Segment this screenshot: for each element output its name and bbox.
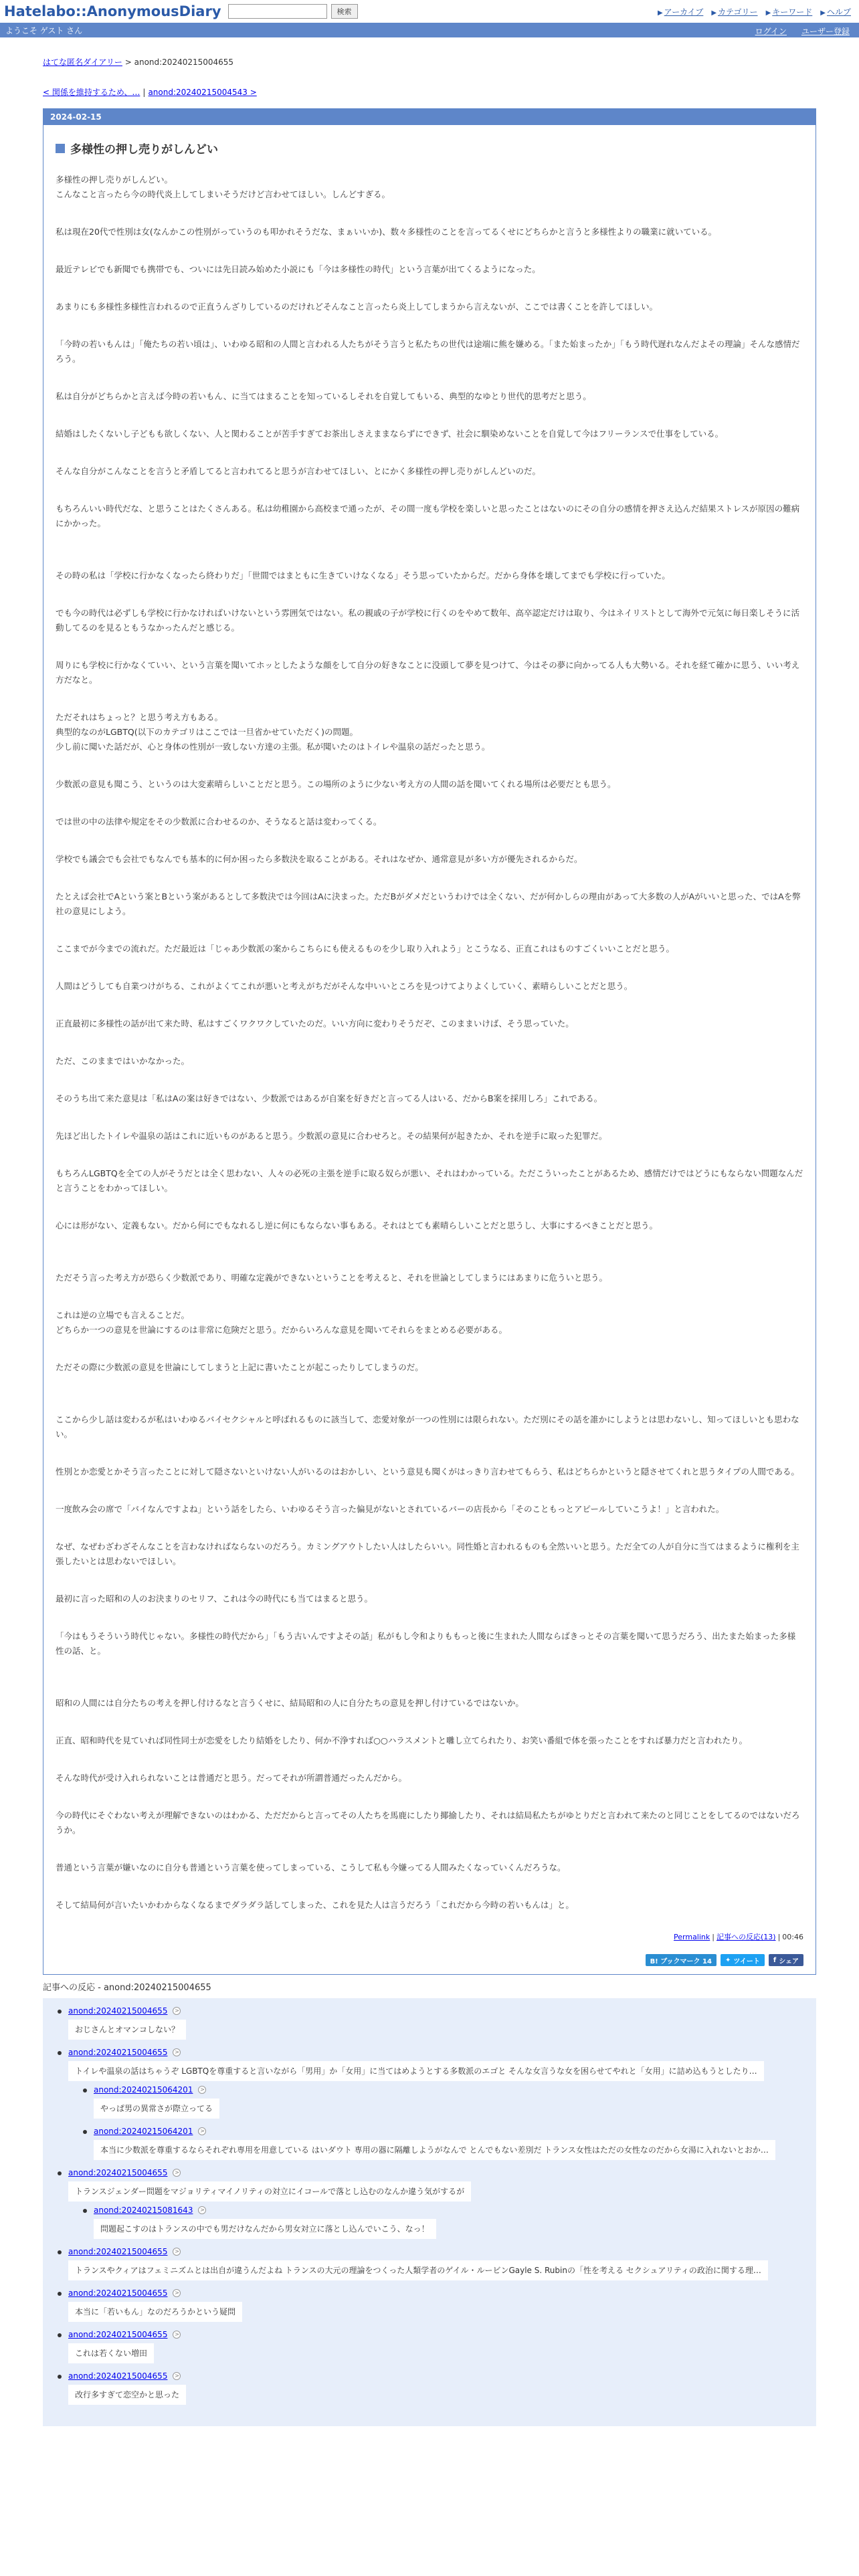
- paragraph-gap: [56, 1069, 803, 1091]
- paragraph-gap: [56, 1106, 803, 1129]
- paragraph-gap: [56, 1442, 803, 1465]
- paragraph-gap: [56, 1658, 803, 1696]
- reaction-text: 本当に「若いもん」なのだろうかという疑問: [68, 2302, 242, 2322]
- paragraph-gap: [56, 583, 803, 606]
- chevron-right-icon[interactable]: >: [173, 2372, 181, 2380]
- paragraph-gap: [56, 1838, 803, 1860]
- reaction-header: [68, 2168, 816, 2177]
- body-line: 私は自分がどちらかと言えば今時の若いもん、に当てはまることを知っているしそれを自覚してもいる、典型的なゆとり世代的思考だと思う。: [56, 391, 591, 401]
- breadcrumb-home-link[interactable]: はてな匿名ダイアリー: [43, 58, 122, 67]
- bullet-icon: [58, 2171, 62, 2175]
- facebook-icon: f: [773, 1956, 777, 1964]
- login-link[interactable]: ログイン: [755, 27, 787, 36]
- prev-next-nav: [43, 86, 816, 98]
- body-line: ただ、このままではいかなかった。: [56, 1056, 190, 1066]
- bullet-icon: [83, 2130, 87, 2134]
- body-line: 少し前に聞いた話だが、心と身体の性別が一致しない方達の主張。私が聞いたのはトイレや温泉の話だったと思う。: [56, 742, 490, 752]
- breadcrumb: [43, 56, 816, 68]
- body-line: 心には形がない、定義もない。だから何にでもなれるし逆に何にもならない事もある。それはとても素晴らしいことだと思うし、大事にするべきことだと思う。: [56, 1220, 658, 1230]
- arrow-right-icon: ▶: [765, 9, 771, 17]
- body-line: なぜ、なぜわざわざそんなことを言わなければならないのだろう。カミングアウトしたい人はしたらいい。同性婚と言われるものも全然いいと思う。ただ全ての人が自分に当てはまるように権利を主張したいとは思わないでほしい。: [56, 1541, 799, 1566]
- entry-title-row: [56, 140, 807, 156]
- body-line: 人間はどうしても自業つけがちる、これがよくてこれが悪いと考えがちだがそんな中いいところを見つけてよりよくしていく、素晴らしいことだと思う。: [56, 981, 633, 991]
- reaction-item: [68, 2247, 816, 2280]
- keyword-link[interactable]: キーワード: [772, 7, 813, 17]
- reaction-header: [68, 2247, 816, 2256]
- bullet-icon: [58, 2010, 62, 2014]
- chevron-right-icon[interactable]: >: [173, 2007, 181, 2015]
- day-date: 2024-02-15: [43, 109, 816, 125]
- body-line: こんなこと言ったら今の時代炎上してしまいそうだけど言わせてほしい。しんどすぎる。: [56, 189, 391, 199]
- paragraph-gap: [56, 404, 803, 427]
- bullet-icon: [58, 2292, 62, 2296]
- main-content: [0, 56, 859, 2426]
- reaction-header: [68, 2371, 816, 2381]
- body-line: 最初に言った昭和の人のお決まりのセリフ、これは今の時代にも当てはまると思う。: [56, 1594, 373, 1604]
- body-line: 多様性の押し売りがしんどい。: [56, 175, 173, 185]
- paragraph-gap: [56, 687, 803, 710]
- bullet-icon: [58, 2250, 62, 2254]
- reaction-text: トランスジェンダー問題をマジョリティマイノリティの対立にイコールで落とし込むのなんか違う気がするが: [68, 2181, 471, 2202]
- reaction-sublist: [68, 2206, 816, 2239]
- welcome-text: ようこそ ゲスト さん: [5, 25, 83, 35]
- paragraph-gap: [56, 1517, 803, 1539]
- share-label: シェア: [779, 1957, 799, 1965]
- body-line: ただそう言った考え方が恐らく少数派であり、明確な定義ができないということを考えると、それを世論としてしまうにはあまりに危ういと思う。: [56, 1273, 608, 1283]
- entry-body: [43, 163, 816, 1913]
- paragraph-gap: [56, 366, 803, 389]
- help-link[interactable]: ヘルプ: [826, 7, 851, 17]
- reaction-text: トランスやクィアはフェミニズムとは出自が違うんだよね トランスの大元の理論をつくった人類学者のゲイル・ルービンGayle S. Rubinの「性を考える セクシュアリティの政治に関する理…: [68, 2260, 768, 2280]
- paragraph-gap: [56, 1375, 803, 1412]
- body-line: ここから少し話は変わるが私はいわゆるバイセクシャルと呼ばれるものに該当して、恋愛対象が一つの性別には限られない。ただ別にその話を誰かにしようとは思わないし、知ってほしいとも思わない。: [56, 1414, 799, 1439]
- bullet-icon: [83, 2088, 87, 2092]
- reaction-id-link[interactable]: anond:20240215004655: [68, 2330, 168, 2339]
- paragraph-gap: [56, 1786, 803, 1808]
- paragraph-gap: [56, 829, 803, 852]
- body-line: 性別とか恋愛とかそう言ったことに対して隠さないといけない人がいるのはおかしい、という意見も聞くがはっきり言わせてもらう、私はどちらかというと隠させてくれと思うタイプの人間である。: [56, 1467, 799, 1477]
- paragraph-gap: [56, 994, 803, 1016]
- reaction-id-link[interactable]: anond:20240215004655: [68, 2006, 168, 2016]
- body-line: では世の中の法律や規定をその少数派に合わせるのか、そうなると話は変わってくる。: [56, 817, 382, 827]
- body-line: もちろんいい時代だな、と思うことはたくさんある。私は幼稚園から高校まで通ったが、その間一度も学校を楽しいと思ったことはないのにその自分の感情を押さえ込んだ結果ストレスが原因の難病にかかった。: [56, 504, 800, 528]
- reaction-item: [68, 2330, 816, 2363]
- paragraph-gap: [56, 1711, 803, 1733]
- reaction-item: [68, 2288, 816, 2322]
- title-square-icon: [56, 144, 65, 153]
- social-buttons: [43, 1954, 816, 1974]
- body-line: そんな自分がこんなことを言うと矛盾してると言われてると思うが言わせてほしい、とにかく多様性の押し売りがしんどいのだ。: [56, 466, 541, 476]
- body-line: 今の時代にそぐわない考えが理解できないのはわかる、ただだからと言ってその人たちを馬鹿にしたり揶揄したり、それは結局私たちがゆとりだと言われて来たのと同じことをしてるのではないだろうか。: [56, 1810, 800, 1835]
- paragraph-gap: [56, 1569, 803, 1592]
- paragraph-gap: [56, 441, 803, 464]
- body-line: 典型的なのがLGBTQ(以下のカテゴリはここでは一旦省かせていただく)の問題。: [56, 727, 358, 737]
- paragraph-gap: [56, 1337, 803, 1360]
- body-line: 「今はもうそういう時代じゃない。多様性の時代だから」「もう古いんですよその話」私がもし令和よりももっと後に生まれた人間ならばきっとその言葉を聞いて思うだろう、出たまた始まった多様性の話、と。: [56, 1631, 796, 1656]
- body-line: その時の私は「学校に行かなくなったら終わりだ」「世間ではまともに生きていけなくなる」そう思っていたからだ。だから身体を壊してまでも学校に行っていた。: [56, 570, 670, 580]
- site-logo[interactable]: Hatelabo::AnonymousDiary: [4, 3, 221, 19]
- body-line: 先ほど出したトイレや温泉の話はこれに近いものがあると思う。少数派の意見に合わせろと。その結果何が起きたか、それを逆手に取った犯罪だ。: [56, 1131, 607, 1141]
- chevron-right-icon[interactable]: >: [173, 2248, 181, 2256]
- reaction-header: [94, 2085, 816, 2095]
- paragraph-gap: [56, 754, 803, 777]
- reaction-id-link[interactable]: anond:20240215081643: [94, 2206, 193, 2215]
- top-nav: [658, 6, 851, 17]
- reaction-sublist: [68, 2085, 816, 2160]
- paragraph-gap: [56, 792, 803, 815]
- body-line: 正直、昭和時代を見ていれば同性同士が恋愛をしたり結婚をしたり、何か不浄すれば○○ハラスメントと囃し立てられたり、お笑い番組で体を張ったことをすれば暴力だと言われたり。: [56, 1735, 747, 1745]
- reaction-text: おじさんとオマンコしない？: [68, 2020, 186, 2040]
- entry-title: 多様性の押し売りがしんどい: [70, 143, 218, 156]
- reaction-text: 本当に少数派を尊重するならそれぞれ専用を用意している はいダウト 専用の器に隔離しようがなんで とんでもない差別だ トランス女性はただの女性なのだから女湯に入れないとおか…: [94, 2140, 775, 2160]
- body-line: そのうち出て来た意見は「私はAの案は好きではない、少数派ではあるが自案を好きだと言ってる人はいる、だからB案を採用しろ」これである。: [56, 1093, 603, 1103]
- body-line: そんな時代が受け入れられないことは普通だと思う。だってそれが所謂普通だったんだから。: [56, 1773, 407, 1783]
- breadcrumb-separator: >: [122, 58, 134, 67]
- bird-icon: ✦: [725, 1956, 731, 1964]
- body-line: でも今の時代は必ずしも学校に行かなければいけないという雰囲気ではない。私の親戚の子が学校に行くのをやめて数年、高卒認定だけは取り、今はネイリストとして海外で元気に毎日楽しそうに活動してるのを見るともうなかったんだと感じる。: [56, 608, 800, 633]
- paragraph-gap: [56, 479, 803, 502]
- reaction-item: [68, 2168, 816, 2239]
- body-line: 普通という言葉が嫌いなのに自分も普通という言葉を使ってしまっている、こうして私も今嫌ってる人間みたくなっていくんだろうな。: [56, 1862, 566, 1872]
- reaction-item: [68, 2006, 816, 2040]
- reactions-title: 記事への反応 - anond:20240215004655: [43, 1983, 211, 1993]
- body-line: 最近テレビでも新聞でも携帯でも、ついには先日読み始めた小説にも「今は多様性の時代」という言葉が出てくるようになった。: [56, 264, 541, 274]
- search-button[interactable]: 検索: [331, 4, 358, 19]
- body-line: もちろんLGBTQを全ての人がそうだとは全く思わない、人々の必死の主張を逆手に取る奴らが悪い、それはわかっている。ただこういったことがあるため、感情だけではどうにもならない問題なんだと言うことをわかってほしい。: [56, 1168, 803, 1193]
- reaction-item: [94, 2127, 816, 2160]
- prev-entry-link[interactable]: < 関係を維持するため、…: [43, 88, 140, 97]
- reaction-header: [68, 2048, 816, 2057]
- body-line: 昭和の人間には自分たちの考えを押し付けるなと言うくせに、結局昭和の人に自分たちの意見を押し付けているではないか。: [56, 1698, 524, 1708]
- reaction-header: [68, 2006, 816, 2016]
- arrow-right-icon: ▶: [657, 9, 663, 17]
- body-line: これは逆の立場でも言えることだ。: [56, 1310, 190, 1320]
- body-line: 私は現在20代で性別は女(なんかこの性別がっていうのも叩かれそうだな、まぁいいか)、数々多様性のことを言ってるくせにどちらかと言うと多様性よりの職業に就いている。: [56, 227, 717, 237]
- bullet-icon: [58, 2333, 62, 2337]
- next-entry-link[interactable]: anond:20240215004543 >: [148, 88, 257, 97]
- body-line: 一度飲み会の席で「バイなんですよね」という話をしたら、いわゆるそう言った偏見がないとされているバーの店長から「そのこともっとアピールしていこうよ！」と言われた。: [56, 1504, 725, 1514]
- reaction-id-link[interactable]: anond:20240215004655: [68, 2371, 168, 2381]
- reaction-text: トイレや温泉の話はちゃうぞ LGBTQを尊重すると言いながら「男用」か「女用」に当てはめようとする多数派のエゴと そんな女言うな女を困らせてやれと「女用」に詰め込もうとしたり…: [68, 2061, 764, 2081]
- reaction-item: [68, 2371, 816, 2405]
- reaction-header: [94, 2206, 816, 2215]
- paragraph-gap: [56, 1285, 803, 1308]
- paragraph-gap: [56, 1031, 803, 1054]
- paragraph-gap: [56, 314, 803, 337]
- reaction-item: [94, 2206, 816, 2239]
- paragraph-gap: [56, 202, 803, 225]
- paragraph-gap: [56, 531, 803, 568]
- reaction-id-link[interactable]: anond:20240215004655: [68, 2247, 168, 2256]
- body-line: 「今時の若いもんは」「俺たちの若い頃は」、いわゆる昭和の人間と言われる人たちがそう言うと私たちの世代は途端に熊を嫌める。「また始まったか」「もう時代遅れなんだよその理論」そんな感情だろう。: [56, 339, 800, 364]
- chevron-right-icon[interactable]: >: [173, 2169, 181, 2177]
- tweet-button[interactable]: [721, 1954, 765, 1966]
- reactions-panel: [43, 1998, 816, 2426]
- reaction-text: 問題起こすのはトランスの中でも男だけなんだから男女対立に落とし込んでいこう、なっ！: [94, 2219, 436, 2239]
- entry-footer: Permalink | 記事への反応(13) | 00:46: [674, 1933, 803, 1941]
- chevron-right-icon[interactable]: >: [198, 2086, 206, 2094]
- reaction-header: [68, 2330, 816, 2339]
- paragraph-gap: [56, 239, 803, 262]
- arrow-right-icon: ▶: [711, 9, 717, 17]
- paragraph-gap: [56, 867, 803, 889]
- paragraph-gap: [56, 277, 803, 300]
- archive-link[interactable]: アーカイブ: [664, 7, 704, 17]
- chevron-right-icon[interactable]: >: [173, 2289, 181, 2297]
- reaction-text: やっぱ男の異常さが際立ってる: [94, 2099, 219, 2119]
- tweet-label: ツイート: [733, 1957, 760, 1965]
- reaction-header: [94, 2127, 816, 2136]
- day-section: [43, 108, 816, 1975]
- register-link[interactable]: ユーザー登録: [801, 27, 850, 36]
- body-line: 結婚はしたくないし子どもも欲しくない、人と関わることが苦手すぎてお茶出しさえままならずにできず、社会に馴染めないことを自覚して今はフリーランスで仕事をしている。: [56, 429, 724, 439]
- top-header: [0, 0, 859, 23]
- body-line: どちらか一つの意見を世論にするのは非常に危険だと思う。だからいろんな意見を聞いてそれらをまとめる必要がある。: [56, 1325, 508, 1335]
- reaction-id-link[interactable]: anond:20240215004655: [68, 2048, 168, 2057]
- search-input[interactable]: [228, 4, 327, 19]
- facebook-share-button[interactable]: [769, 1954, 803, 1966]
- body-line: あまりにも多様性多様性言われるので正直うんざりしているのだけれどそんなこと言ったら炎上してしまうから言えないが、ここでは書くことを許してほしい。: [56, 302, 658, 312]
- reactions-count-link[interactable]: 記事への反応(13): [716, 1933, 776, 1941]
- bullet-icon: [58, 2051, 62, 2055]
- body-line: 少数派の意見も聞こう、というのは大変素晴らしいことだと思う。この場所のように少ない考え方の人間の話を聞いてくれる場所は必要だとも思う。: [56, 779, 616, 789]
- body-line: ここまでが今までの流れだ。ただ最近は「じゃあ少数派の案からこちらにも使えるものを少し取り入れよう」とこうなる、正直これはものすごくいいことだと思う。: [56, 944, 675, 954]
- reaction-item: [94, 2085, 816, 2119]
- reaction-id-link[interactable]: anond:20240215064201: [94, 2085, 193, 2095]
- body-line: ただそれはちょっと？と思う考え方もある。: [56, 712, 223, 722]
- chevron-right-icon[interactable]: >: [198, 2127, 206, 2135]
- breadcrumb-current: anond:20240215004655: [134, 58, 234, 67]
- permalink-link[interactable]: Permalink: [674, 1933, 710, 1941]
- arrow-right-icon: ▶: [820, 9, 826, 17]
- reaction-id-link[interactable]: anond:20240215004655: [68, 2288, 168, 2298]
- paragraph-gap: [56, 1875, 803, 1898]
- hatena-bookmark-button[interactable]: B! ブックマーク 14: [646, 1954, 717, 1966]
- chevron-right-icon[interactable]: >: [173, 2048, 181, 2056]
- reaction-id-link[interactable]: anond:20240215004655: [68, 2168, 168, 2177]
- body-line: そして結局何が言いたいかわからなくなるまでダラダラ話してしまった、これを見た人は言うだろう「これだから今時の若いもんは」と。: [56, 1900, 574, 1910]
- chevron-right-icon[interactable]: >: [198, 2206, 206, 2214]
- chevron-right-icon[interactable]: >: [173, 2331, 181, 2339]
- user-bar: [0, 23, 859, 37]
- reaction-header: [68, 2288, 816, 2298]
- paragraph-gap: [56, 1606, 803, 1629]
- paragraph-gap: [56, 1233, 803, 1271]
- reactions-list: [43, 2006, 816, 2405]
- body-line: たとえば会社でAという案とBという案があるとして多数決では今回はAに決まった。ただBがダメだというわけでは全くない、だが何かしらの理由があって大多数の人がAがいいと思った、ではAを弊社の意見にしよう。: [56, 891, 801, 916]
- body-line: 学校でも議会でも会社でもなんでも基本的に何か困ったら多数決を取ることがある。それはなぜか、通常意見が多い方が優先されるからだ。: [56, 854, 583, 864]
- reaction-id-link[interactable]: anond:20240215064201: [94, 2127, 193, 2136]
- paragraph-gap: [56, 1144, 803, 1166]
- body-line: 周りにも学校に行かなくていい、という言葉を聞いてホッとしたような顔をして自分の好きなことに没頭して夢を見つけて、今はその夢に向かってる人も大勢いる。それを経て確かに思う、いい考え方だなと。: [56, 660, 800, 685]
- body-line: ただその際に少数派の意見を世論にしてしまうと上記に書いたことが起こったりしてしまうのだ。: [56, 1362, 423, 1372]
- paragraph-gap: [56, 635, 803, 658]
- bullet-icon: [83, 2209, 87, 2213]
- paragraph-gap: [56, 1479, 803, 1502]
- prev-next-separator: |: [142, 88, 146, 97]
- entry-time: 00:46: [782, 1933, 803, 1941]
- reaction-text: これは若くない増田: [68, 2343, 154, 2363]
- category-link[interactable]: カテゴリー: [718, 7, 758, 17]
- reaction-text: 改行多すぎて恋空かと思った: [68, 2385, 186, 2405]
- paragraph-gap: [56, 1748, 803, 1771]
- reaction-item: [68, 2048, 816, 2160]
- paragraph-gap: [56, 956, 803, 979]
- paragraph-gap: [56, 919, 803, 942]
- paragraph-gap: [56, 1196, 803, 1218]
- body-line: 正直最初に多様性の話が出て来た時、私はすごくワクワクしていたのだ。いい方向に変わりそうだぞ、このままいけば、そう思っていた。: [56, 1018, 574, 1029]
- bullet-icon: [58, 2375, 62, 2379]
